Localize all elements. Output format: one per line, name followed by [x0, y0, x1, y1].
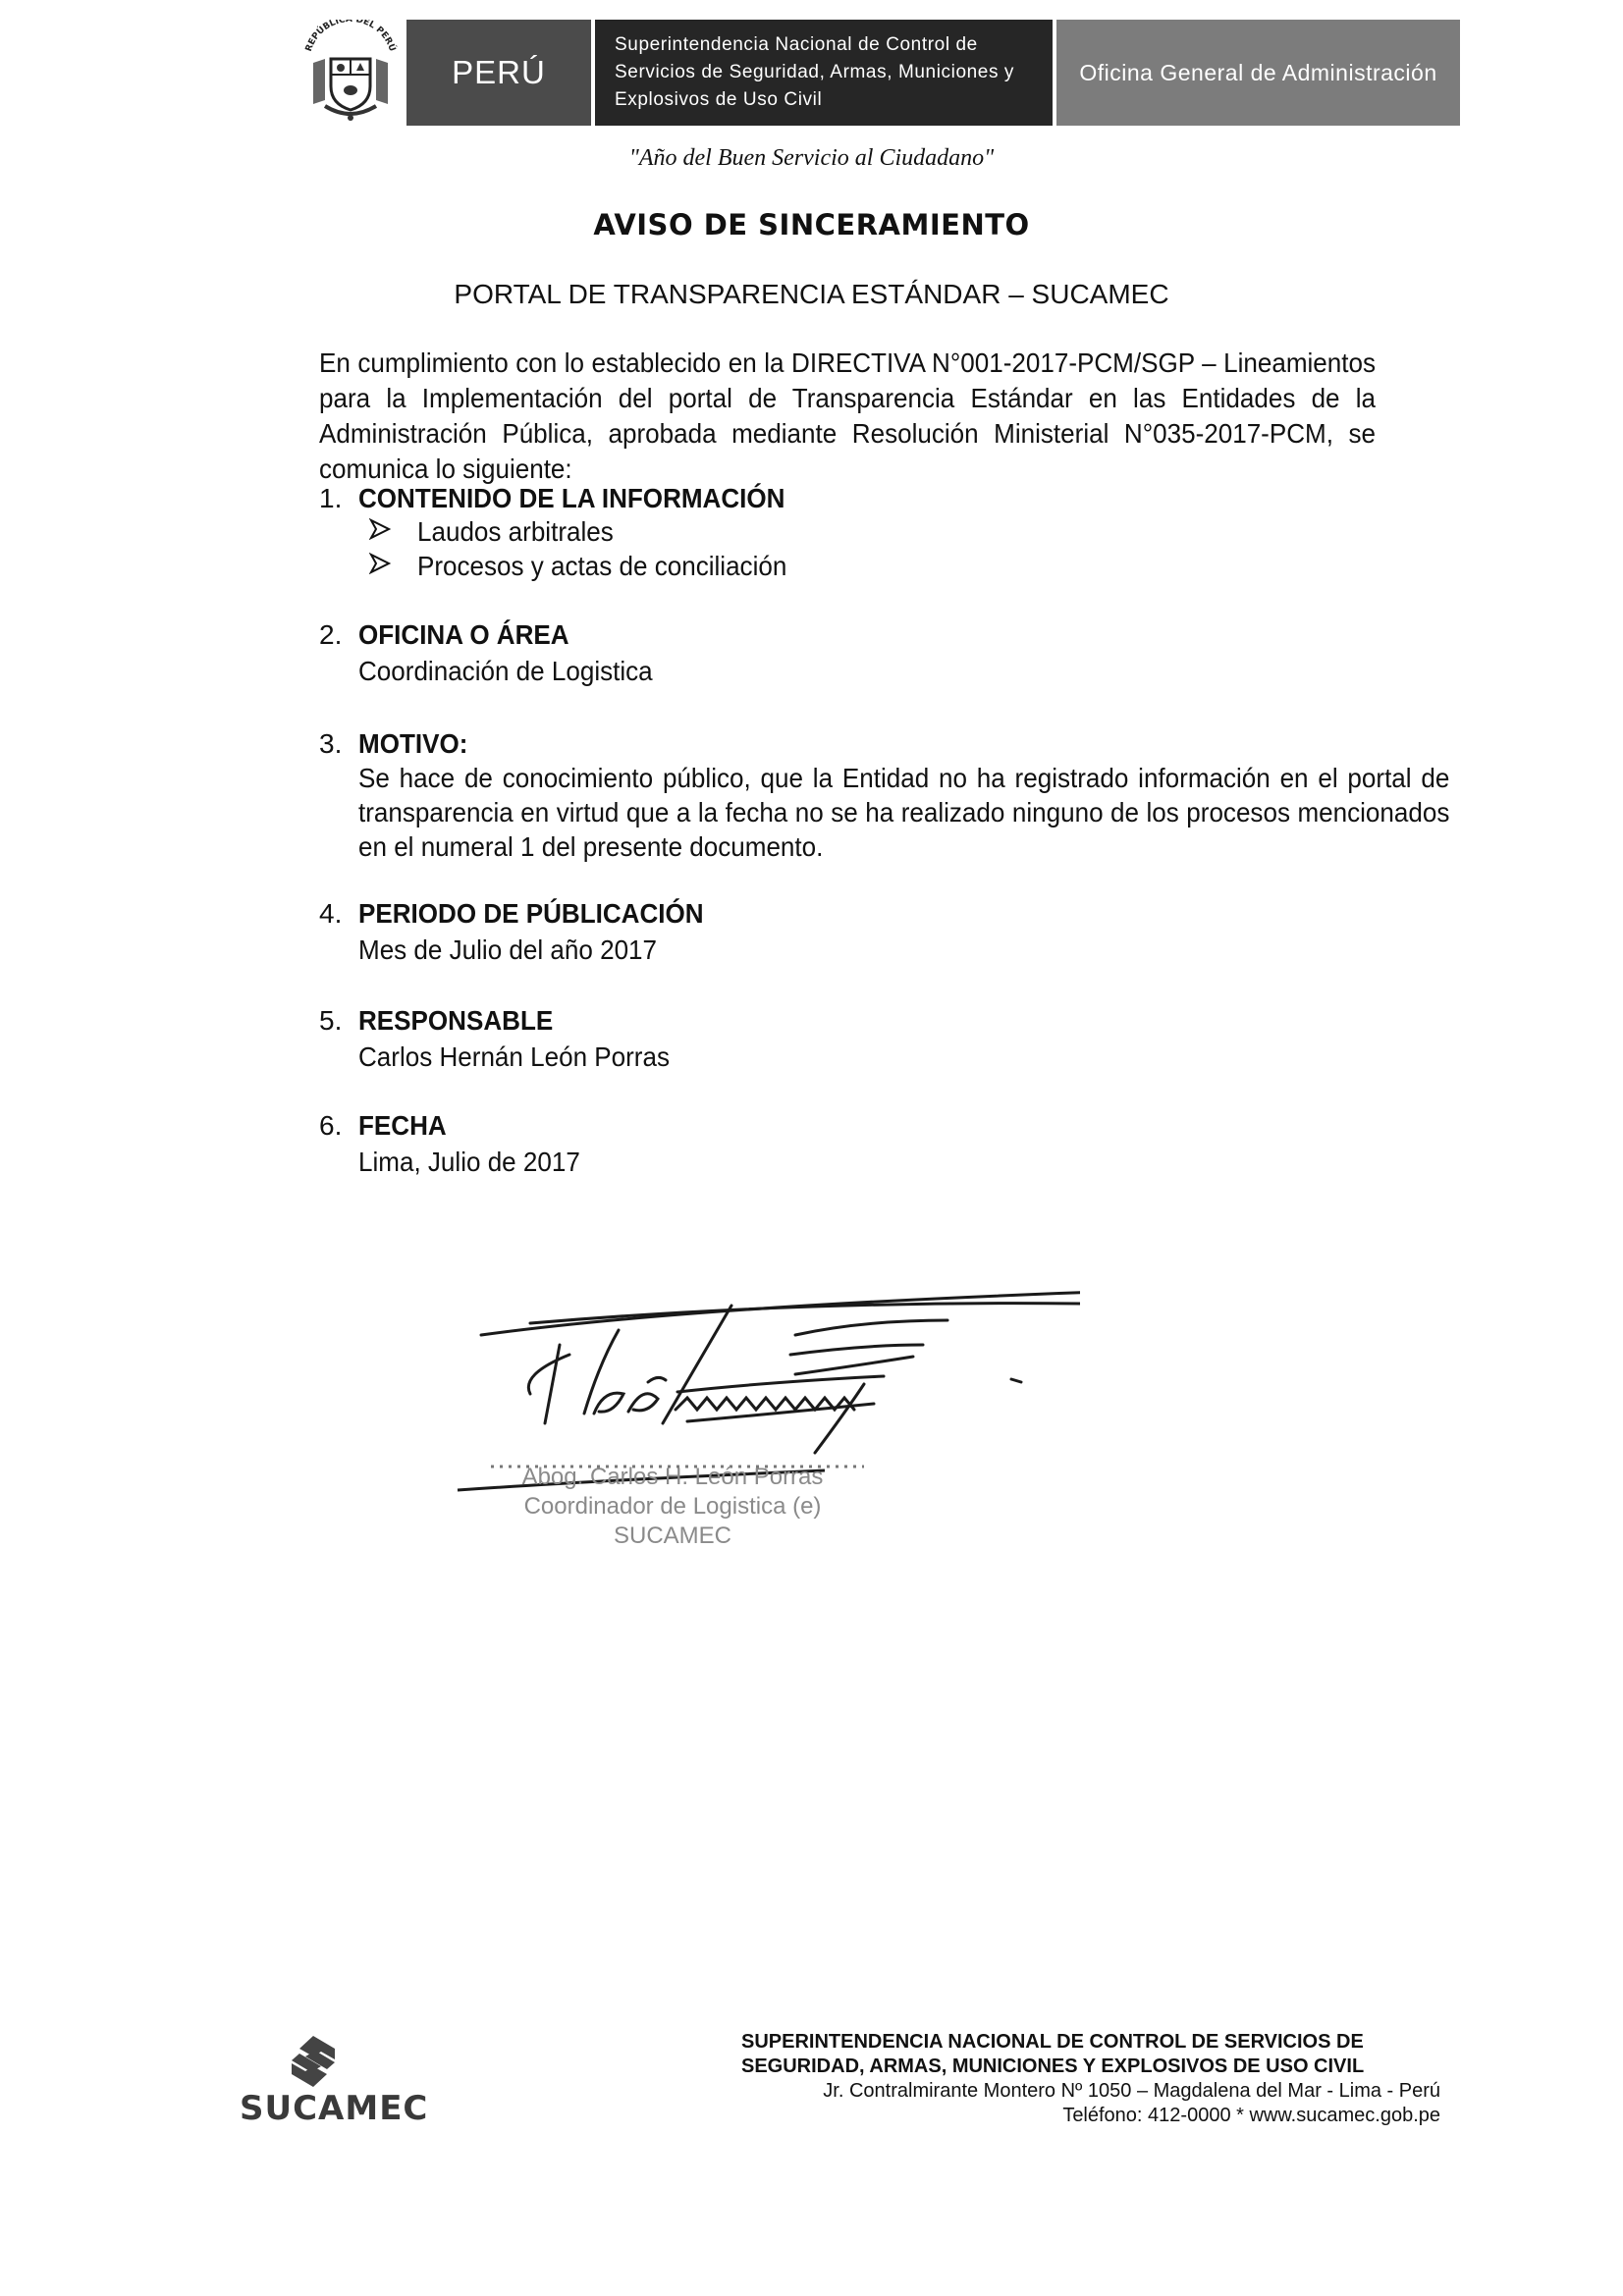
- coat-of-arms-icon: [296, 20, 406, 126]
- section-title: FECHA: [358, 1110, 447, 1141]
- section-title: PERIODO DE PÚBLICACIÓN: [358, 898, 704, 929]
- svg-text:REPÚBLICA DEL PERÚ: [304, 20, 399, 53]
- section-number: 5.: [319, 1005, 343, 1036]
- section-number: 4.: [319, 898, 343, 929]
- agency-name: [595, 20, 1053, 126]
- section-body: Carlos Hernán León Porras: [358, 1041, 670, 1072]
- section-title: CONTENIDO DE LA INFORMACIÓN: [358, 483, 785, 513]
- seal-text: REPÚBLICA DEL PERÚ: [303, 20, 398, 53]
- country-label: PERÚ: [406, 20, 591, 126]
- list-item: Procesos y actas de conciliación: [417, 551, 787, 581]
- year-motto: "Año del Buen Servicio al Ciudadano": [628, 145, 995, 171]
- sucamec-logo-text: SUCAMEC: [240, 2089, 429, 2128]
- list-item: Laudos arbitrales: [417, 516, 614, 547]
- stamp-role: Coordinador de Logistica (e): [523, 1493, 822, 1520]
- stamp-name: Abog. Carlos H. León Porras: [521, 1464, 824, 1490]
- footer-org-line: SEGURIDAD, ARMAS, MUNICIONES Y EXPLOSIVOS DE USO CIVIL: [741, 2056, 1365, 2077]
- section-body: Mes de Julio del año 2017: [358, 934, 658, 965]
- section-number: 1.: [319, 483, 343, 513]
- footer-contact-block: [741, 2030, 1440, 2128]
- section-body: Lima, Julio de 2017: [358, 1147, 580, 1177]
- section-title: OFICINA O ÁREA: [358, 619, 569, 650]
- intro-paragraph: En cumplimiento con lo establecido en la DIRECTIVA N°001-2017-PCM/SGP – Lineamientos para la Implementación del portal de Transparencia Estándar en las Entidades de la Administración Pública, aprobada mediante Resolución Ministerial N°035-2017-PCM, se comunica lo siguiente:: [319, 347, 1377, 484]
- section-body: Coordinación de Logistica: [358, 656, 653, 686]
- section-title: RESPONSABLE: [358, 1005, 554, 1036]
- section-title: MOTIVO:: [358, 728, 468, 759]
- footer-phone-web: Teléfono: 412-0000 * www.sucamec.gob.pe: [1062, 2105, 1440, 2126]
- section-body: Se hace de conocimiento público, que la Entidad no ha registrado información en el portal de transparencia en virtud que a la fecha no se ha realizado ninguno de los procesos mencionados en el numeral 1 del presente documento.: [358, 763, 1450, 862]
- document-title: AVISO DE SINCERAMIENTO: [593, 208, 1030, 241]
- document-subtitle: PORTAL DE TRANSPARENCIA ESTÁNDAR – SUCAMEC: [454, 279, 1169, 309]
- signature-stamp: [486, 1463, 859, 1551]
- section-number: 2.: [319, 619, 343, 650]
- arrowhead-bullet-icon: [369, 518, 391, 547]
- section-number: 3.: [319, 728, 343, 759]
- section-number: 6.: [319, 1110, 343, 1141]
- footer-address: Jr. Contralmirante Montero Nº 1050 – Magdalena del Mar - Lima - Perú: [823, 2080, 1440, 2102]
- stamp-org: SUCAMEC: [613, 1522, 731, 1549]
- footer-org-line: SUPERINTENDENCIA NACIONAL DE CONTROL DE SERVICIOS DE: [741, 2031, 1364, 2053]
- arrowhead-bullet-icon: [369, 553, 391, 581]
- office-name: Oficina General de Administración: [1056, 20, 1460, 126]
- agency-name-text: Superintendencia Nacional de Control de Servicios de Seguridad, Armas, Municiones y Explosivos de Uso Civil: [615, 34, 1015, 110]
